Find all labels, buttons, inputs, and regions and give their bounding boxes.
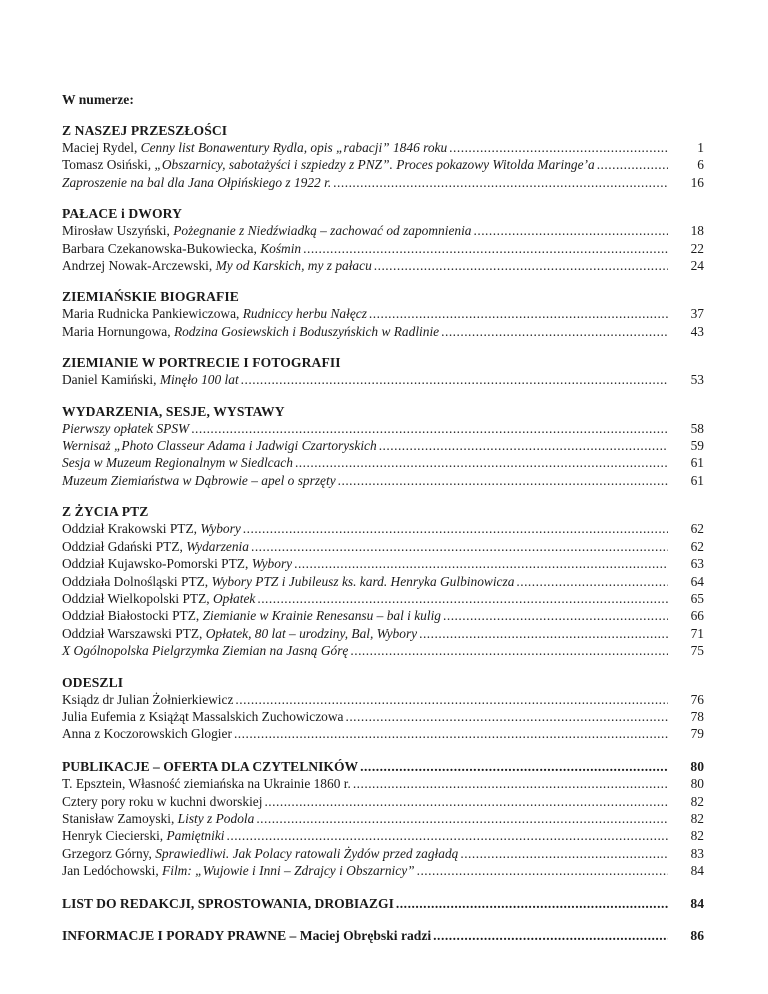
toc-entry[interactable] <box>62 222 704 239</box>
entry-title: Cenny list Bonawentury Rydla, opis „rabacji” 1846 roku <box>140 140 448 155</box>
toc-section <box>62 504 704 659</box>
entry-author: T. Epsztein, Własność ziemiańska na Ukrainie 1860 r. <box>62 776 351 792</box>
toc-entry[interactable] <box>62 555 704 572</box>
toc-entry[interactable] <box>62 538 704 555</box>
entry-text <box>62 607 441 624</box>
leader-dots <box>433 927 668 944</box>
entry-title: „Obszarnicy, sabotażyści i szpiedzy z PNZ”. Proces pokazowy Witolda Maringe’a <box>154 157 595 173</box>
entry-text <box>62 520 241 537</box>
entry-title: Pożegnanie z Niedźwiadką – zachować od zapomnienia <box>173 223 472 239</box>
leader-dots <box>333 174 668 191</box>
entry-author: Barbara Czekanowska-Bukowiecka, <box>62 240 261 256</box>
leader-dots <box>294 555 668 572</box>
toc-entry[interactable] <box>62 845 704 862</box>
toc-section <box>62 206 704 274</box>
entry-text <box>62 775 351 792</box>
entry-author: Oddziała Dolnośląski PTZ, <box>62 573 212 589</box>
entry-author: Oddział Krakowski PTZ, <box>62 521 201 537</box>
entry-text <box>62 573 514 590</box>
entry-title: Opłatek, 80 lat – urodziny, Bal, Wybory <box>205 625 418 641</box>
entry-text <box>62 305 367 322</box>
section-title: ZIEMIAŃSKIE BIOGRAFIE <box>62 289 239 305</box>
page-number: 75 <box>690 643 704 659</box>
leader-dots <box>350 642 668 659</box>
entry-text <box>62 222 472 239</box>
page-number: 62 <box>690 538 704 554</box>
entry-text <box>62 555 292 572</box>
entry-author: Tomasz Osiński, <box>62 157 155 173</box>
entry-title: Wernisaż „Photo Classeur Adama i Jadwigi Czartoryskich <box>62 438 377 454</box>
toc-entry[interactable] <box>62 810 704 827</box>
page-number: 61 <box>690 472 704 488</box>
entry-title: Pamiętniki <box>166 828 225 844</box>
entry-title: Wybory <box>200 521 241 537</box>
leader-dots <box>191 420 668 437</box>
leader-dots <box>516 573 668 590</box>
contents-sections <box>62 123 704 743</box>
page-number: 65 <box>690 590 704 606</box>
page-number: 62 <box>690 521 704 537</box>
entry-author: Andrzej Nowak-Arczewski, <box>62 258 216 274</box>
page-number: 63 <box>690 556 704 572</box>
toc-entry[interactable] <box>62 827 704 844</box>
page-number: 82 <box>690 828 704 844</box>
entry-author: Oddział Warszawski PTZ, <box>62 625 206 641</box>
toc-entry[interactable] <box>62 371 704 388</box>
leader-dots <box>353 775 668 792</box>
contents-heading: W numerze: <box>62 92 134 107</box>
toc-entry[interactable] <box>62 257 704 274</box>
entry-author: Oddział Wielkopolski PTZ, <box>62 590 213 606</box>
section-informacje-title: INFORMACJE I PORADY PRAWNE – Maciej Obrębski radzi <box>62 928 432 943</box>
entry-text <box>62 156 595 173</box>
page-number: 82 <box>690 793 704 809</box>
entry-text <box>62 793 262 810</box>
leader-dots <box>396 895 668 912</box>
page-number: 80 <box>690 776 704 792</box>
toc-entry[interactable] <box>62 323 704 340</box>
entry-text <box>62 323 439 340</box>
toc-entry[interactable] <box>62 775 704 792</box>
page-number: 82 <box>690 810 704 826</box>
page-number: 24 <box>690 258 704 274</box>
leader-dots <box>241 371 668 388</box>
section-informacje-row[interactable] <box>62 927 704 944</box>
entry-text <box>62 642 348 659</box>
entry-text <box>62 454 293 471</box>
entry-title: Sesja w Muzeum Regionalnym w Siedlcach <box>62 455 293 471</box>
entry-title: My od Karskich, my z pałacu <box>215 258 372 274</box>
entry-text <box>62 420 189 437</box>
toc-entry[interactable] <box>62 607 704 624</box>
entry-title: Wybory <box>251 556 293 572</box>
toc-section <box>62 404 704 490</box>
entry-title: Wybory PTZ i Jubileusz ks. kard. Henryka Gulbinowicza <box>211 573 515 589</box>
toc-entry[interactable] <box>62 625 704 642</box>
leader-dots <box>419 625 668 642</box>
entry-author: Anna z Koczorowskich Glogier <box>62 726 232 742</box>
entry-title: Sprawiedliwi. Jak Polacy ratowali Żydów przed zagładą <box>155 845 459 861</box>
page-number: 78 <box>690 708 704 724</box>
entry-author: Ksiądz dr Julian Żołnierkiewicz <box>62 691 234 707</box>
page-number: 80 <box>690 758 704 774</box>
entry-title: Pierwszy opłatek SPSW <box>62 420 190 436</box>
entry-text <box>62 810 254 827</box>
entry-title: Rudniccy herbu Nałęcz <box>242 306 367 322</box>
toc-entry[interactable] <box>62 240 704 257</box>
entry-title: X Ogólnopolska Pielgrzymka Ziemian na Jasną Górę <box>62 643 349 659</box>
page-number: 53 <box>690 372 704 388</box>
section-title: ODESZLI <box>62 674 124 690</box>
toc-entry[interactable] <box>62 420 704 437</box>
entry-title: Zaproszenie na bal dla Jana Ołpińskiego z 1922 r. <box>62 174 332 190</box>
leader-dots <box>235 691 668 708</box>
entry-title: Opłatek <box>212 590 256 606</box>
entry-text <box>62 708 343 725</box>
page-number: 76 <box>690 691 704 707</box>
page-number: 18 <box>690 223 704 239</box>
toc-entry[interactable] <box>62 156 704 173</box>
entry-text <box>62 240 301 257</box>
toc-entry[interactable] <box>62 520 704 537</box>
entry-title: Rodzina Gosiewskich i Boduszyńskich w Radlinie <box>173 323 440 339</box>
entry-text <box>62 371 239 388</box>
toc-entry[interactable] <box>62 573 704 590</box>
toc-entry[interactable] <box>62 437 704 454</box>
toc-entry[interactable] <box>62 139 704 156</box>
entry-title: Wydarzenia <box>186 538 249 554</box>
toc-section <box>62 355 704 388</box>
section-title: PAŁACE i DWORY <box>62 206 182 222</box>
page-number: 66 <box>690 608 704 624</box>
toc-section <box>62 123 704 191</box>
entry-author: Maciej Rydel, <box>62 140 141 155</box>
section-title: Z NASZEJ PRZESZŁOŚCI <box>62 123 228 138</box>
entry-text <box>62 590 255 607</box>
leader-dots <box>417 862 668 879</box>
entry-text <box>62 174 331 191</box>
leader-dots <box>474 222 668 239</box>
entry-text <box>62 437 377 454</box>
entry-author: Cztery pory roku w kuchni dworskiej <box>62 793 263 809</box>
section-title: ZIEMIANIE W PORTRECIE I FOTOGRAFII <box>62 355 341 371</box>
page-number: 61 <box>690 455 704 471</box>
table-of-contents <box>62 92 704 959</box>
leader-dots <box>227 827 668 844</box>
leader-dots <box>374 257 668 274</box>
entry-text <box>62 257 372 274</box>
entry-author: Maria Rudnicka Pankiewiczowa, <box>62 306 243 322</box>
entry-author: Stanisław Zamoyski, <box>62 810 178 826</box>
page-number: 6 <box>697 157 704 173</box>
toc-entry[interactable] <box>62 642 704 659</box>
toc-entry[interactable] <box>62 472 704 489</box>
leader-dots <box>303 240 668 257</box>
toc-section <box>62 289 704 340</box>
entry-text <box>62 827 225 844</box>
leader-dots <box>460 845 668 862</box>
entry-author: Oddział Białostocki PTZ, <box>62 608 203 624</box>
toc-entry[interactable] <box>62 708 704 725</box>
entry-author: Oddział Gdański PTZ, <box>62 538 187 554</box>
leader-dots <box>251 538 668 555</box>
page-number: 43 <box>690 323 704 339</box>
page-number: 84 <box>690 863 704 879</box>
leader-dots <box>379 437 668 454</box>
section-list-title: LIST DO REDAKCJI, SPROSTOWANIA, DROBIAZGI <box>62 895 394 911</box>
section-informacje <box>62 927 704 944</box>
entry-author: Maria Hornungowa, <box>62 323 174 339</box>
page-number: 1 <box>697 140 704 155</box>
entry-text <box>62 862 415 879</box>
toc-entry[interactable] <box>62 725 704 742</box>
leader-dots <box>257 590 668 607</box>
page-number: 83 <box>690 845 704 861</box>
entry-text <box>62 725 232 742</box>
page-number: 16 <box>690 174 704 190</box>
leader-dots <box>264 793 668 810</box>
leader-dots <box>256 810 668 827</box>
leader-dots <box>597 156 668 173</box>
entry-author: Mirosław Uszyński, <box>62 223 174 239</box>
leader-dots <box>338 472 668 489</box>
leader-dots <box>369 305 668 322</box>
leader-dots <box>449 139 668 156</box>
toc-section <box>62 675 704 743</box>
toc-entry[interactable] <box>62 174 704 191</box>
toc-entry[interactable] <box>62 691 704 708</box>
toc-entry[interactable] <box>62 862 704 879</box>
entry-author: Julia Eufemia z Książąt Massalskich Zuchowiczowa <box>62 708 344 724</box>
page-number: 71 <box>690 625 704 641</box>
entry-text <box>62 625 417 642</box>
section-publikacje-title-row[interactable] <box>62 758 704 775</box>
toc-entry[interactable] <box>62 590 704 607</box>
entry-title: Listy z Podola <box>177 810 255 826</box>
leader-dots <box>234 725 668 742</box>
section-list-row[interactable] <box>62 895 704 912</box>
page-number: 64 <box>690 573 704 589</box>
entry-title: Muzeum Ziemiaństwa w Dąbrowie – apel o sprzęty <box>62 472 336 488</box>
entry-title: Film: „Wujowie i Inni – Zdrajcy i Obszarnicy” <box>162 863 415 879</box>
leader-dots <box>360 758 668 775</box>
page-number: 37 <box>690 306 704 322</box>
page-number: 58 <box>690 420 704 436</box>
entry-text <box>62 691 233 708</box>
page-number: 79 <box>690 726 704 742</box>
entry-text <box>62 139 447 156</box>
section-title: Z ŻYCIA PTZ <box>62 504 149 520</box>
section-publikacje-title: PUBLIKACJE – OFERTA DLA CZYTELNIKÓW <box>62 758 359 774</box>
entry-title: Minęło 100 lat <box>159 372 239 388</box>
leader-dots <box>443 607 668 624</box>
leader-dots <box>345 708 668 725</box>
entry-title: Kośmin <box>260 240 302 256</box>
entry-text <box>62 472 336 489</box>
section-title: WYDARZENIA, SESJE, WYSTAWY <box>62 403 285 419</box>
section-publikacje <box>62 758 704 880</box>
entry-author: Daniel Kamiński, <box>62 372 160 388</box>
entry-author: Grzegorz Górny, <box>62 845 156 861</box>
entry-text <box>62 845 458 862</box>
entry-author: Oddział Kujawsko-Pomorski PTZ, <box>62 556 252 572</box>
toc-entry[interactable] <box>62 793 704 810</box>
entry-author: Jan Ledóchowski, <box>62 863 163 879</box>
toc-entry[interactable] <box>62 305 704 322</box>
page-number: 59 <box>690 438 704 454</box>
section-list <box>62 895 704 912</box>
leader-dots <box>243 520 668 537</box>
entry-author: Henryk Ciecierski, <box>62 828 167 844</box>
leader-dots <box>295 454 668 471</box>
page-number: 84 <box>690 895 704 911</box>
toc-entry[interactable] <box>62 454 704 471</box>
page-number: 86 <box>690 928 704 943</box>
entry-title: Ziemianie w Krainie Renesansu – bal i kulig <box>202 608 442 624</box>
publikacje-entries <box>62 775 704 879</box>
page-number: 22 <box>690 240 704 256</box>
leader-dots <box>441 323 668 340</box>
entry-text <box>62 538 249 555</box>
